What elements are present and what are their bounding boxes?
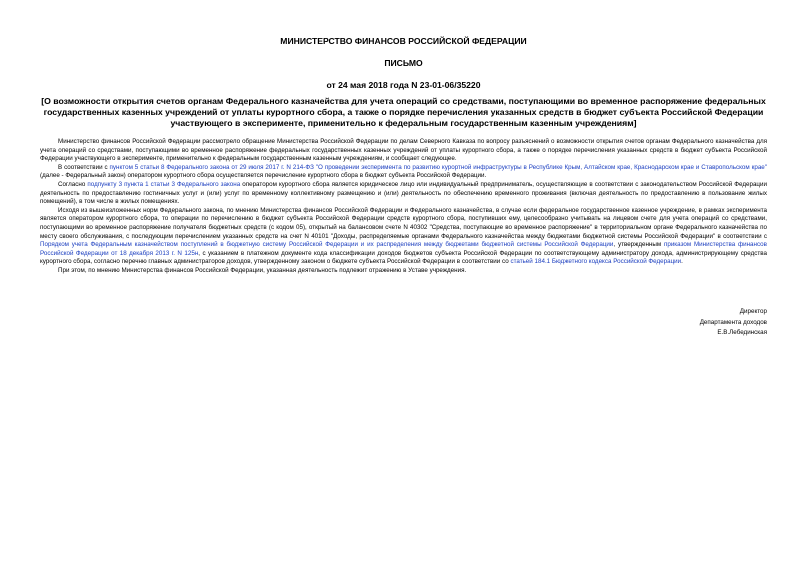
text-span: Согласно [58, 180, 88, 188]
law-link[interactable]: пунктом 5 статьи 8 Федерального закона от 29 июля 2017 г. N 214-ФЗ "О проведении эксперимента по развитию курортной инфраструктуры в Республике Крым, Алтайском крае, Краснодарском крае и Ставропольском крае" [109, 163, 767, 171]
letter-body [40, 138, 767, 276]
text-span: , утвержденным [613, 241, 664, 249]
date-number-heading: от 24 мая 2018 года N 23-01-06/35220 [326, 80, 481, 90]
text-span: , с указанием в платежном документе кода классификации доходов бюджетов субъекта Российской Федерации по соответствующему администратору дохода, администрирующему средства курортного сбора, согласно перечню главных администраторов доходов, утвержденному законом о бюджете субъекта Российской Федерации в соответствии со [40, 249, 767, 266]
paragraph-intro: Министерство финансов Российской Федерации рассмотрело обращение Министерства Российской Федерации по делам Северного Кавказа по вопросу разъяснений о возможности открытия счетов органам Федерального казначейства для учета операций со средствами, поступающими во временное распоряжение федеральных государственных казенных учреждений от уплаты курортного сбора, а также о порядке перечисления указанных средств в бюджет субъекта Российской Федерации участвующего в эксперименте, применительно к федеральным государственным казенным учреждениям, и сообщает следующее. [40, 138, 767, 163]
paragraph-operator-definition [40, 181, 767, 207]
text-span: В соответствии с [58, 163, 110, 171]
signatory-name: Е.В.Лебединская [717, 329, 767, 336]
signatory-department: Департамента доходов [699, 318, 767, 326]
order-link[interactable]: приказом Министерства финансов Российской Федерации от 18 декабря 2013 г. N 125н [40, 241, 767, 257]
procedure-link[interactable]: Порядком учета Федеральным казначейством поступлений в бюджетную систему Российской Федерации и их распределения между бюджетами бюджетной системы Российской Федерации [40, 241, 614, 249]
text-span: (далее - Федеральный закон) оператором курортного сбора осуществляется перечисление курортного сбора в бюджет субъекта Российской Федерации. [40, 172, 487, 180]
text-span: Исходя из вышеизложенных норм Федерального закона, по мнению Министерства финансов Российской Федерации и Федерального казначейства, в случае если федеральное государственное казенное учреждение, в рамках эксперимента является оператором курортного сбора, то операции по перечислению в бюджет субъекта Российской Федерации средств курортного сбора, поступивших ему, целесообразно учитывать на лицевом счете для учета операций со средствами, поступающими во временное распоряжение получателя бюджетных средств (с кодом 05), открытый на балансовом счете N 40302 "Средства, поступающие во временное распоряжение" в территориальном органе Федерального казначейства по месту своего обслуживания, с последующим перечислением указанных средств на счет N 40101 "Доходы, распределяемые органами Федерального казначейства между бюджетами бюджетной системы Российской Федерации" в соответствии с [40, 206, 767, 240]
signatory-position: Директор [739, 308, 767, 315]
text-span: . [681, 258, 683, 266]
subclause-link[interactable]: подпункту 3 пункта 1 статьи 3 Федерального закона [87, 180, 241, 188]
text-span: оператором курортного сбора является юридическое лицо или индивидуальный предприниматель, осуществляющие в соответствии с законодательством Российской Федерации деятельность по предоставлению гостиничных услуг и (или) услуг по временному коллективному размещению и (или) деятельность по обеспечению временного проживания (включая деятельность по предоставлению в пользование жилых помещений), в том числе в жилых помещениях. [40, 180, 767, 206]
issuer-heading: МИНИСТЕРСТВО ФИНАНСОВ РОССИЙСКОЙ ФЕДЕРАЦИИ [280, 36, 527, 46]
paragraph-conclusion [40, 207, 767, 267]
subject-heading: [О возможности открытия счетов органам Федерального казначейства для учета операций со средствами, поступающими во временное распоряжение федеральных государственных казенных учреждений от уплаты курортного сбора, а также о порядке перечисления указанных средств в бюджет субъекта Российской Федерации участвующего в эксперименте, применительно к федеральным государственным казенным учреждениям] [41, 96, 766, 129]
document-type-heading: ПИСЬМО [384, 58, 423, 68]
paragraph-charter-note: При этом, по мнению Министерства финансов Российской Федерации, указанная деятельность подлежит отражению в Уставе учреждения. [58, 266, 467, 274]
budget-code-link[interactable]: статьей 184.1 Бюджетного кодекса Российской Федерации [510, 258, 682, 266]
paragraph-law-reference [40, 164, 767, 181]
signature-block [700, 307, 767, 339]
